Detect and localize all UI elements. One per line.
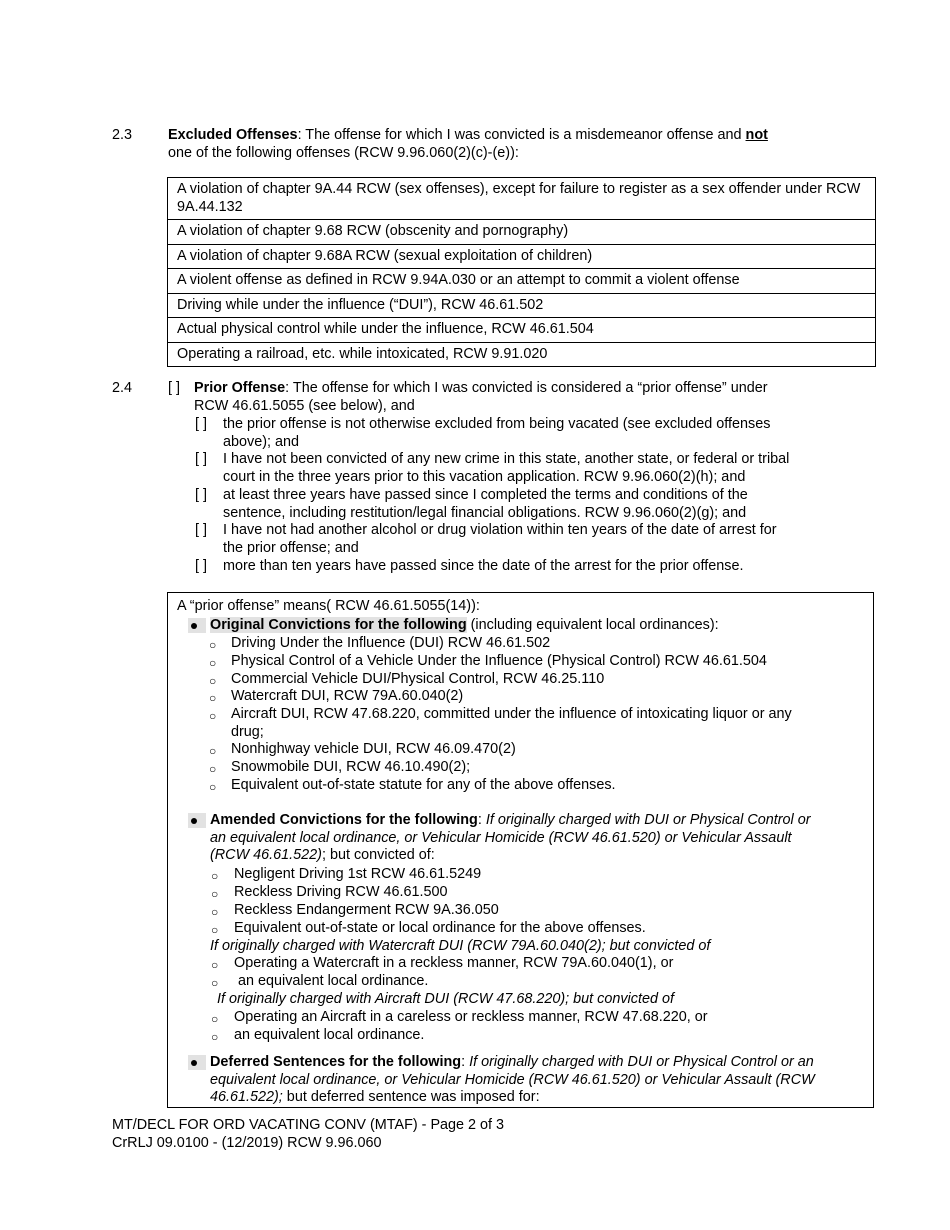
circle-bullet-icon: ○ [209,709,217,723]
box-heading: A “prior offense” means( RCW 46.61.5055(14)): [177,598,480,614]
circle-bullet-icon: ○ [211,958,219,972]
table-row: A violation of chapter 9A.44 RCW (sex offenses), except for failure to register as a sex offender under RCW 9A.44.132 [168,178,875,220]
circle-bullet-icon: ○ [209,638,217,652]
checkbox[interactable]: [ ] [195,416,207,432]
footer-form-title: MT/DECL FOR ORD VACATING CONV (MTAF) - Page 2 of 3 [112,1117,505,1133]
prior-offense-checkbox[interactable]: [ ] [168,380,180,396]
circle-bullet-icon: ○ [209,691,217,705]
aircraft-intro: If originally charged with Aircraft DUI (RCW 47.68.220); but convicted of [217,991,674,1007]
list-item: Reckless Driving RCW 46.61.500 [234,884,448,900]
list-item: Snowmobile DUI, RCW 46.10.490(2); [231,759,471,775]
watercraft-intro: If originally charged with Watercraft DUI (RCW 79A.60.040(2); but convicted of [210,938,711,954]
circle-bullet-icon: ○ [211,1012,219,1026]
circle-bullet-icon: ○ [211,869,219,883]
prior-offense-title: Prior Offense [194,380,286,396]
list-item: Operating an Aircraft in a careless or reckless manner, RCW 47.68.220, or [234,1009,708,1025]
footer-form-number: CrRLJ 09.0100 - (12/2019) RCW 9.96.060 [112,1135,382,1151]
list-item: Watercraft DUI, RCW 79A.60.040(2) [231,688,464,704]
table-row: Actual physical control while under the influence, RCW 46.61.504 [168,318,875,343]
list-item: Operating a Watercraft in a reckless manner, RCW 79A.60.040(1), or [234,955,674,971]
list-item: an equivalent local ordinance. [234,1027,425,1043]
page-footer [112,1116,504,1152]
section-number-2-3: 2.3 [112,127,133,143]
circle-bullet-icon: ○ [211,1030,219,1044]
list-item: an equivalent local ordinance. [234,973,429,989]
circle-bullet-icon: ○ [211,905,219,919]
checkbox[interactable]: [ ] [195,487,207,503]
bullet-icon [188,813,206,828]
table-row: Driving while under the influence (“DUI”), RCW 46.61.502 [168,294,875,319]
circle-bullet-icon: ○ [209,656,217,670]
circle-bullet-icon: ○ [209,762,217,776]
checkbox[interactable]: [ ] [195,451,207,467]
table-row: A violation of chapter 9.68A RCW (sexual exploitation of children) [168,245,875,270]
circle-bullet-icon: ○ [209,780,217,794]
prior-offense-intro: Prior Offense: The offense for which I was convicted is considered a “prior offense” under RCW 46.61.5055 (see below), and [194,380,768,414]
circle-bullet-icon: ○ [209,674,217,688]
amended-convictions: Amended Convictions for the following: If originally charged with DUI or Physical Control or an equivalent local ordinance, or Vehicular Homicide (RCW 46.61.520) or Vehicular Assault (RCW 46.61.522); but convicted of: [210,812,811,863]
original-convictions: Original Convictions for the following (including equivalent local ordinances): [210,617,719,633]
section-number-2-4: 2.4 [112,380,133,396]
excluded-offenses-title: Excluded Offenses [168,127,298,143]
list-item: Reckless Endangerment RCW 9A.36.050 [234,902,499,918]
excluded-offenses-intro: Excluded Offenses: The offense for which I was convicted is a misdemeanor offense and not one of the following offenses (RCW 9.96.060(2)(c)-(e)): [168,127,768,161]
not-emphasis: not [745,127,768,143]
checkbox[interactable]: [ ] [195,522,207,538]
list-item: Equivalent out-of-state or local ordinance for the above offenses. [234,920,646,936]
circle-bullet-icon: ○ [211,923,219,937]
excluded-offenses-table [167,177,876,367]
list-item: Negligent Driving 1st RCW 46.61.5249 [234,866,482,882]
list-item: Equivalent out-of-state statute for any of the above offenses. [231,777,616,793]
list-item: Commercial Vehicle DUI/Physical Control, RCW 46.25.110 [231,671,605,687]
list-item: Physical Control of a Vehicle Under the Influence (Physical Control) RCW 46.61.504 [231,653,767,669]
list-item: Driving Under the Influence (DUI) RCW 46.61.502 [231,635,551,651]
list-item: Aircraft DUI, RCW 47.68.220, committed under the influence of intoxicating liquor or any drug; [231,706,792,740]
bullet-icon [188,1055,206,1070]
table-row: A violent offense as defined in RCW 9.94A.030 or an attempt to commit a violent offense [168,269,875,294]
circle-bullet-icon: ○ [209,744,217,758]
deferred-sentences: Deferred Sentences for the following: If originally charged with DUI or Physical Control or an equivalent local ordinance, or Vehicular Homicide (RCW 46.61.520) or Vehicular Assault (RCW 46.61.522); but deferred sentence was imposed for: [210,1054,815,1105]
prior-offense-definition-box [167,592,874,1108]
list-item: Nonhighway vehicle DUI, RCW 46.09.470(2) [231,741,516,757]
bullet-icon [188,618,206,633]
circle-bullet-icon: ○ [211,976,219,990]
checkbox[interactable]: [ ] [195,558,207,574]
circle-bullet-icon: ○ [211,887,219,901]
table-row: A violation of chapter 9.68 RCW (obscenity and pornography) [168,220,875,245]
table-row: Operating a railroad, etc. while intoxicated, RCW 9.91.020 [168,343,875,368]
